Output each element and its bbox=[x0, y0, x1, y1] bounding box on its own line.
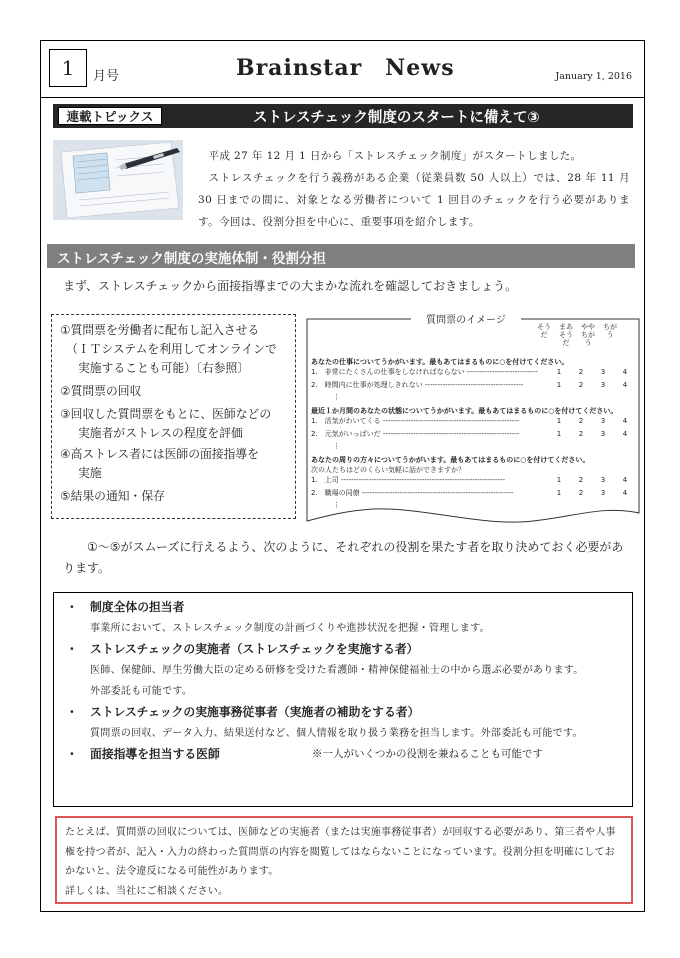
flow-step: ④高ストレス者には医師の面接指導を 実施 bbox=[60, 447, 259, 480]
questionnaire-columns bbox=[535, 323, 635, 355]
note-text: たとえば、質問票の回収については、医師などの実施者（または実施事務従事者）が回収する必要があり、第三者や人事権を持つ者が、記入・入力の終わった質問票の内容を閲覧してはならないことになっています。役割分担を明確にしておかないと、法令違反になる可能性があります。 bbox=[65, 827, 616, 877]
questionnaire-content bbox=[311, 357, 635, 514]
questionnaire-block bbox=[311, 357, 635, 401]
series-bar bbox=[53, 104, 633, 128]
roles-box bbox=[53, 592, 633, 807]
bullet: ・ bbox=[66, 642, 78, 656]
masthead-title: Brainstar News bbox=[236, 55, 455, 81]
issue-label: 月号 bbox=[93, 69, 120, 84]
bullet: ・ bbox=[66, 747, 78, 761]
role-heading: ・ ストレスチェックの実施者（ストレスチェックを実施する者） bbox=[78, 639, 624, 660]
ellipsis: ⋮ bbox=[333, 501, 340, 509]
flow-step: ⑤結果の通知・保存 bbox=[60, 489, 165, 503]
column-header: ややちがう bbox=[581, 323, 595, 347]
role-heading: ・ 制度全体の担当者 bbox=[78, 597, 624, 618]
score-option: 3 bbox=[600, 430, 606, 438]
newsletter-page bbox=[40, 40, 645, 912]
flow-step: ①質問票を労働者に配布し記入させる （ＩＴシステムを利用してオンラインで 実施することも可能）〔右参照〕 bbox=[60, 323, 277, 375]
role-note: ※一人がいくつかの役割を兼ねることも可能です bbox=[312, 748, 543, 760]
bullet: ・ bbox=[66, 705, 78, 719]
bullet: ・ bbox=[66, 600, 78, 614]
questionnaire-subquestion: 次の人たちはどのくらい気軽に話ができますか？ bbox=[311, 466, 465, 474]
score-option: 1 bbox=[556, 489, 562, 497]
questionnaire-block bbox=[311, 406, 635, 450]
questionnaire-question: あなたの周りの方々についてうかがいます。最もあてはまるものに○を付けてください。 bbox=[311, 456, 590, 464]
flow-step: ②質問票の回収 bbox=[60, 384, 142, 398]
score-option: 4 bbox=[622, 368, 628, 376]
score-option: 4 bbox=[622, 476, 628, 484]
questionnaire-item: 2. 元気がいっぱいだ ------------------------------------------------------ 1 2 3 4 bbox=[311, 429, 635, 442]
questionnaire-question: あなたの仕事についてうかがいます。最もあてはまるものに○を付けてください。 bbox=[311, 358, 569, 366]
score-option: 3 bbox=[600, 489, 606, 497]
roles-intro: ①～⑤がスムーズに行えるよう、次のように、それぞれの役割を果たす者を取り決めておく必要があります。 bbox=[63, 540, 624, 575]
score-option: 3 bbox=[600, 417, 606, 425]
column-header: ちがう bbox=[603, 323, 617, 339]
score-option: 4 bbox=[622, 381, 628, 389]
ellipsis: ⋮ bbox=[333, 442, 340, 450]
score-option: 3 bbox=[600, 476, 606, 484]
document-pen-image bbox=[53, 140, 183, 220]
flow-step: ③回収した質問票をもとに、医師などの 実施者がストレスの程度を評価 bbox=[60, 407, 272, 440]
score-option: 4 bbox=[622, 430, 628, 438]
score-option: 4 bbox=[622, 417, 628, 425]
questionnaire-question: 最近１か月間のあなたの状態についてうかがいます。最もあてはまるものに○を付けてください。 bbox=[311, 407, 618, 415]
series-tag: 連載トピックス bbox=[58, 107, 162, 125]
questionnaire-item: 1. 活気がわいてくる ------------------------------------------------------ 1 2 3 4 bbox=[311, 416, 635, 429]
score-option: 2 bbox=[578, 368, 584, 376]
intro-line: 平成 27 年 12 月 1 日から「ストレスチェック制度」がスタートしました。 bbox=[208, 150, 582, 162]
column-header: まあそうだ bbox=[559, 323, 573, 347]
series-title: ストレスチェック制度のスタートに備えて③ bbox=[253, 110, 540, 126]
intro-line: ストレスチェックを行う義務がある企業（従業員数 50 人以上）では、28 年 11 月 30 日までの間に、対象となる労働者について 1 回目のチェックを行う必要があります。今回は、役割分担を中心に、重要事項を紹介します。 bbox=[198, 172, 630, 228]
score-option: 4 bbox=[622, 489, 628, 497]
section-title: ストレスチェック制度の実施体制・役割分担 bbox=[47, 244, 635, 268]
role-heading: ・ 面接指導を担当する医師 ※一人がいくつかの役割を兼ねることも可能です bbox=[78, 744, 624, 765]
score-option: 2 bbox=[578, 430, 584, 438]
score-option: 1 bbox=[556, 368, 562, 376]
column-header: そうだ bbox=[537, 323, 551, 339]
questionnaire-item: 1. 非常にたくさんの仕事をしなければならない ---------------------------- 1 2 3 4 bbox=[311, 367, 635, 380]
questionnaire-title: 質問票のイメージ bbox=[411, 311, 521, 326]
score-option: 2 bbox=[578, 489, 584, 497]
flow-box bbox=[51, 314, 296, 519]
score-option: 1 bbox=[556, 417, 562, 425]
score-option: 2 bbox=[578, 476, 584, 484]
questionnaire-item: 2. 職場の同僚 ------------------------------------------------------------ 1 2 3 4 bbox=[311, 488, 635, 501]
section-lead: まず、ストレスチェックから面接指導までの大まかな流れを確認しておきましょう。 bbox=[63, 279, 518, 293]
document-photo bbox=[53, 140, 183, 220]
role-heading: ・ ストレスチェックの実施事務従事者（実施者の補助をする者） bbox=[78, 702, 624, 723]
score-option: 3 bbox=[600, 381, 606, 389]
intro-text bbox=[198, 145, 630, 233]
questionnaire-item: 2. 時間内に仕事が処理しきれない --------------------------------------- 1 2 3 4 bbox=[311, 380, 635, 393]
score-option: 3 bbox=[600, 368, 606, 376]
role-description: 医師、保健師、厚生労働大臣の定める研修を受けた看護師・精神保健福祉士の中から選ぶ必要があります。 bbox=[90, 665, 584, 676]
score-option: 1 bbox=[556, 430, 562, 438]
questionnaire-item: 1. 上司 ----------------------------------------------------------------- 1 2 3 4 bbox=[311, 475, 635, 488]
header-rule bbox=[41, 97, 644, 98]
note-text: 詳しくは、当社にご相談ください。 bbox=[65, 885, 229, 897]
role-description: 質問票の回収、データ入力、結果送付など、個人情報を取り扱う業務を担当します。外部委託も可能です。 bbox=[90, 728, 583, 739]
issue-date: January 1, 2016 bbox=[555, 71, 632, 82]
questionnaire-block bbox=[311, 455, 635, 509]
role-description: 外部委託も可能です。 bbox=[90, 686, 193, 697]
issue-number: 1 bbox=[49, 49, 87, 87]
ellipsis: ⋮ bbox=[333, 393, 340, 401]
score-option: 1 bbox=[556, 476, 562, 484]
score-option: 1 bbox=[556, 381, 562, 389]
score-option: 2 bbox=[578, 381, 584, 389]
note-box bbox=[55, 816, 633, 904]
role-description: 事業所において、ストレスチェック制度の計画づくりや進捗状況を把握・管理します。 bbox=[90, 623, 490, 634]
questionnaire-image bbox=[303, 309, 643, 527]
score-option: 2 bbox=[578, 417, 584, 425]
